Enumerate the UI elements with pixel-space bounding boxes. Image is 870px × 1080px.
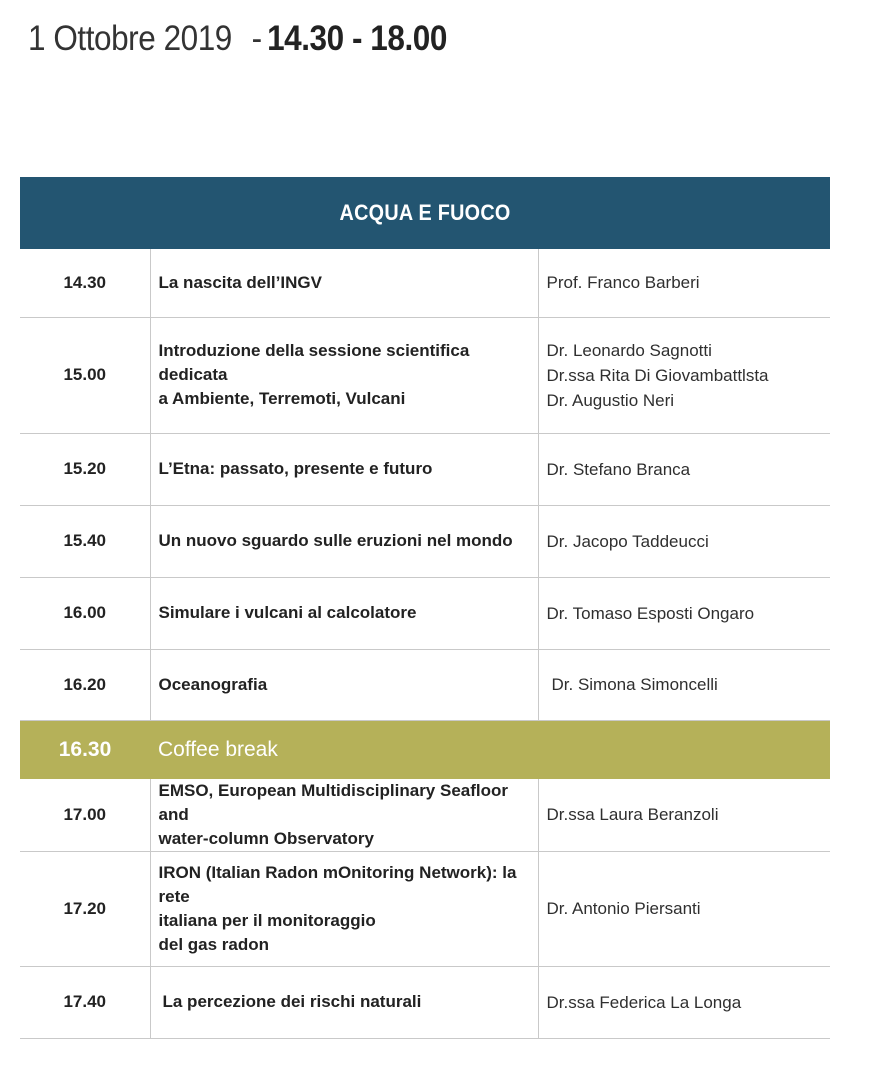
row-speaker: Dr. Jacopo Taddeucci <box>538 505 830 577</box>
row-time: 17.20 <box>20 851 150 966</box>
row-time: 16.20 <box>20 649 150 720</box>
event-time-range: 14.30 - 18.00 <box>267 19 447 58</box>
row-time: 15.20 <box>20 433 150 505</box>
table-row <box>20 649 830 720</box>
row-speaker: Dr. Antonio Piersanti <box>538 851 830 966</box>
row-speaker: Dr.ssa Laura Beranzoli <box>538 779 830 852</box>
row-time: 15.00 <box>20 317 150 433</box>
header-separator: - <box>251 19 262 58</box>
table-row <box>20 505 830 577</box>
row-title: Un nuovo sguardo sulle eruzioni nel mondo <box>150 505 538 577</box>
row-title: Introduzione della sessione scientifica dedicata a Ambiente, Terremoti, Vulcani <box>150 317 538 433</box>
table-row <box>20 317 830 433</box>
break-label: Coffee break <box>150 720 830 779</box>
row-time: 14.30 <box>20 249 150 317</box>
row-time: 15.40 <box>20 505 150 577</box>
table-row <box>20 851 830 966</box>
row-time: 16.00 <box>20 577 150 649</box>
row-speaker: Dr.ssa Federica La Longa <box>538 966 830 1038</box>
row-title: La nascita dell’INGV <box>150 249 538 317</box>
row-title: IRON (Italian Radon mOnitoring Network): la rete italiana per il monitoraggio del gas radon <box>150 851 538 966</box>
table-row <box>20 577 830 649</box>
row-title: La percezione dei rischi naturali <box>150 966 538 1038</box>
table-row <box>20 966 830 1038</box>
row-title: L’Etna: passato, presente e futuro <box>150 433 538 505</box>
row-speaker: Dr. Tomaso Esposti Ongaro <box>538 577 830 649</box>
schedule-table <box>20 177 830 1039</box>
row-title: Oceanografia <box>150 649 538 720</box>
row-title: EMSO, European Multidisciplinary Seafloor and water-column Observatory <box>150 779 538 852</box>
table-row <box>20 433 830 505</box>
event-date: 1 Ottobre 2019 <box>28 19 232 58</box>
row-speaker: Dr. Stefano Branca <box>538 433 830 505</box>
page-title <box>28 14 447 64</box>
session-title: ACQUA E FUOCO <box>20 177 830 249</box>
row-speaker: Dr. Simona Simoncelli <box>538 649 830 720</box>
table-row <box>20 779 830 852</box>
row-time: 17.00 <box>20 779 150 852</box>
row-time: 17.40 <box>20 966 150 1038</box>
row-speaker: Dr. Leonardo Sagnotti Dr.ssa Rita Di Giovambattlsta Dr. Augustio Neri <box>538 317 830 433</box>
row-speaker: Prof. Franco Barberi <box>538 249 830 317</box>
coffee-break-row <box>20 720 830 779</box>
session-header-row <box>20 177 830 249</box>
table-row <box>20 249 830 317</box>
row-title: Simulare i vulcani al calcolatore <box>150 577 538 649</box>
break-time: 16.30 <box>20 720 150 779</box>
